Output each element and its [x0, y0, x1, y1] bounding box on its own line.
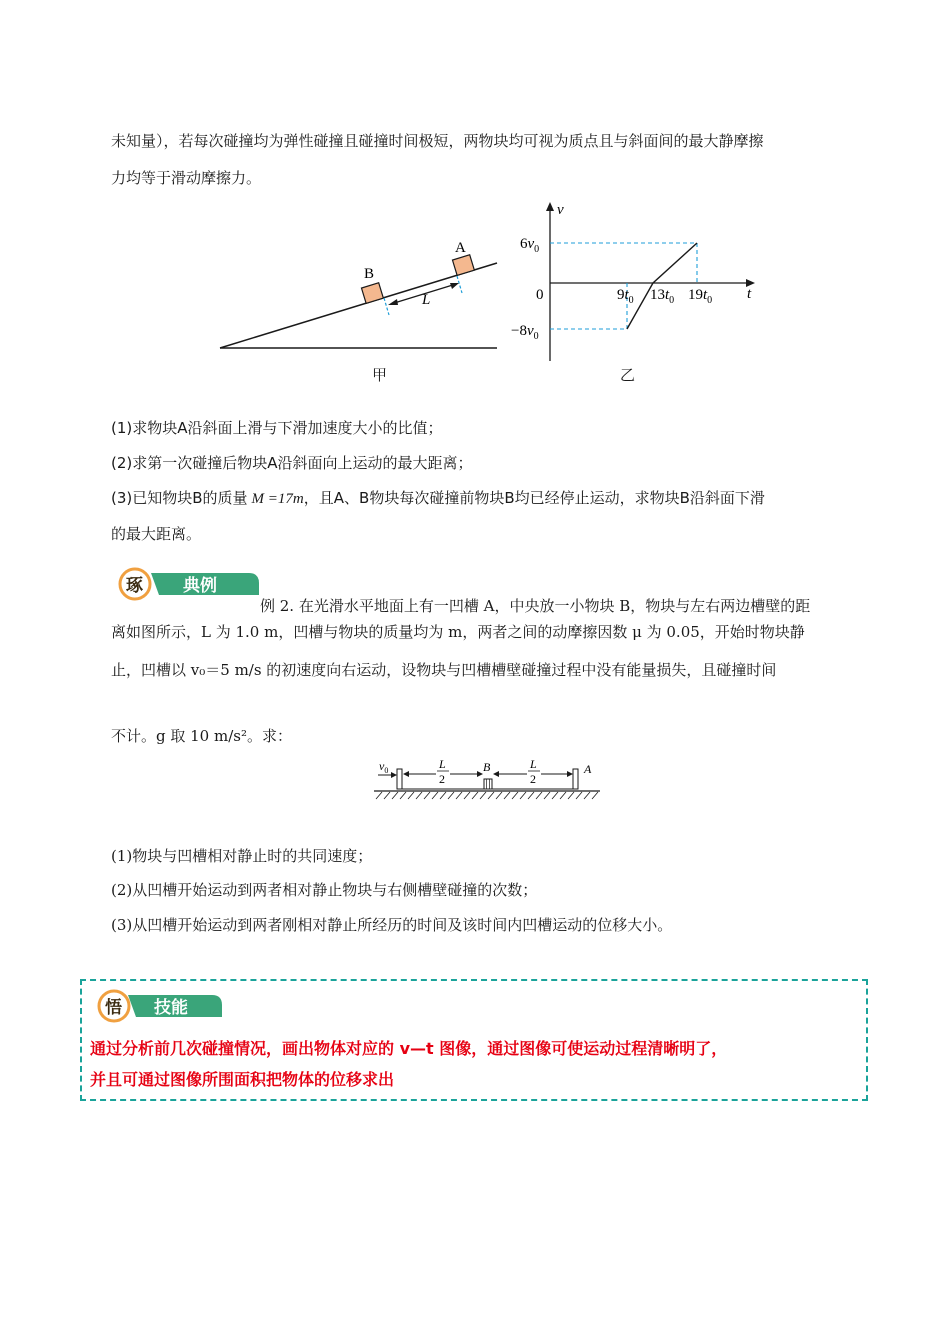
ex2-question-3: (3)从凹槽开始运动到两者刚相对静止所经历的时间及该时间内凹槽运动的位移大小。 [111, 916, 673, 934]
groove-label-a: A [584, 762, 592, 776]
block-b [361, 283, 383, 304]
groove-figure [370, 756, 605, 804]
ex2-line-4: 不计。g 取 10 m/s²。求： [111, 727, 292, 745]
right-half-l-den: 2 [530, 772, 536, 786]
axis-v-label: v [557, 202, 564, 218]
caption-jia: 甲 [372, 366, 388, 384]
skill-tag-text: 技能 [154, 998, 188, 1018]
ex1-question-1: (1)求物块A沿斜面上滑与下滑加速度大小的比值； [111, 419, 443, 437]
groove-label-b: B [483, 760, 491, 774]
ex2-line-3: 止，凹槽以 v₀＝5 m/s 的初速度向右运动，设物块与凹槽槽壁碰撞过程中没有能量损失，且碰撞时间 [111, 661, 777, 679]
t9-label: $9t_0$ [617, 287, 634, 306]
label-l: L [422, 292, 431, 308]
skill-seal-char: 悟 [105, 998, 122, 1018]
t19-label: $19t_0$ [688, 287, 713, 306]
intro-line-1: 未知量），若每次碰撞均为弹性碰撞且碰撞时间极短，两物块均可视为质点且与斜面间的最大静摩擦 [111, 132, 764, 150]
ex2-line-1: 例 2. 在光滑水平地面上有一凹槽 A，中央放一小物块 B，物块与左右两边槽壁的距 [260, 597, 811, 615]
vt-graph [505, 196, 765, 366]
ex1-question-3: (3)已知物块B的质量 M =17m，且A、B物块每次碰撞前物块B均已经停止运动，求物块B沿斜面下滑 [111, 489, 765, 507]
badge-tag-text: 典例 [183, 576, 217, 596]
incline-figure [210, 225, 510, 390]
skill-line-1: 通过分析前几次碰撞情况，画出物体对应的 v—t 图像，通过图像可使运动过程清晰明了， [90, 1039, 728, 1058]
skill-box [80, 979, 868, 1101]
skill-badge [92, 987, 232, 1023]
example-badge [111, 565, 261, 601]
caption-yi: 乙 [620, 366, 636, 384]
left-half-l-den: 2 [439, 772, 445, 786]
left-half-l-num: L [439, 757, 446, 771]
y-bottom-label: $-8v_0$ [511, 323, 539, 342]
label-b: B [364, 266, 375, 282]
block-a [452, 255, 474, 276]
ex1-question-2: (2)求第一次碰撞后物块A沿斜面向上运动的最大距离； [111, 454, 473, 472]
ex2-question-2: (2)从凹槽开始运动到两者相对静止物块与右侧槽壁碰撞的次数； [111, 881, 538, 899]
ex2-line-2: 离如图所示，L 为 1.0 m，凹槽与物块的质量均为 m，两者之间的动摩擦因数 μ 为 0.05，开始时物块静 [111, 623, 805, 641]
ex1-question-3-cont: 的最大距离。 [111, 525, 202, 543]
origin-label: 0 [536, 287, 544, 303]
label-a: A [455, 240, 466, 256]
badge-seal-char: 琢 [126, 576, 143, 596]
intro-line-2: 力均等于滑动摩擦力。 [111, 169, 262, 187]
right-half-l-num: L [530, 757, 537, 771]
vt-curve [627, 243, 697, 329]
t13-label: $13t_0$ [650, 287, 675, 306]
y-top-label: $6v_0$ [520, 236, 540, 255]
ex2-question-1: (1)物块与凹槽相对静止时的共同速度； [111, 847, 373, 865]
skill-line-2: 并且可通过图像所围面积把物体的位移求出 [90, 1070, 395, 1089]
axis-t-label: t [747, 286, 752, 302]
groove-v0-label: $v_0$ [379, 759, 389, 775]
